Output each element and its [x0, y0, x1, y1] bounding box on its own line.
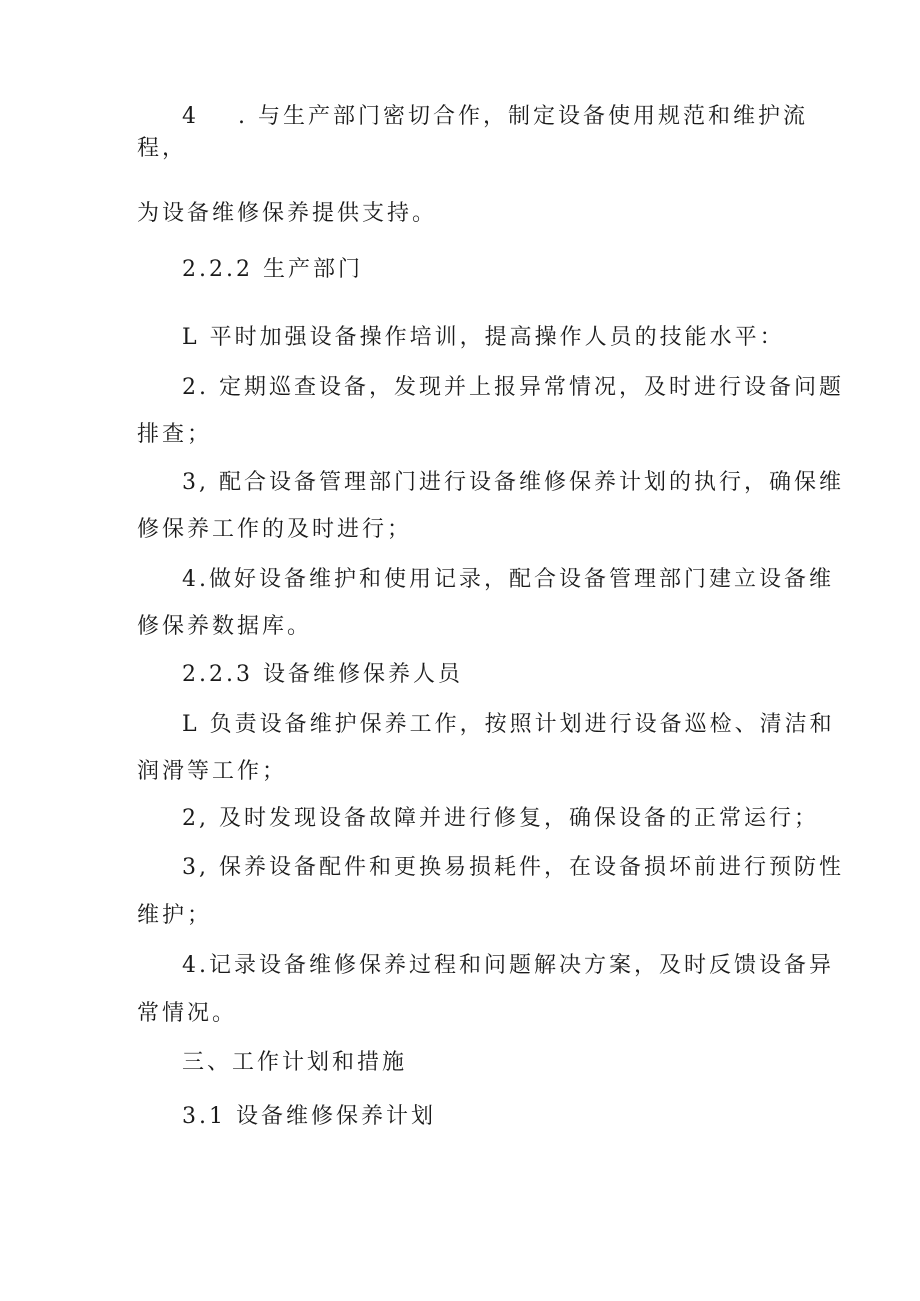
item-4-continuation: 程， — [137, 136, 188, 161]
list-item: 4.做好设备维护和使用记录，配合设备管理部门建立设备维 — [182, 567, 834, 592]
list-item: 3, 配合设备管理部门进行设备维修保养计划的执行，确保维 — [182, 470, 844, 495]
list-item-continuation: 润滑等工作； — [137, 759, 288, 784]
list-item: 2, 及时发现设备故障并进行修复，确保设备的正常运行； — [182, 806, 819, 831]
list-item: 2. 定期巡查设备，发现并上报异常情况，及时进行设备问题 — [182, 375, 844, 400]
list-item-continuation: 常情况。 — [137, 1001, 238, 1026]
list-item-continuation: 排查； — [137, 422, 213, 447]
item-4-number: 4 — [182, 104, 196, 129]
list-item: L 负责设备维护保养工作，按照计划进行设备巡检、清洁和 — [182, 712, 835, 737]
list-item: 4.记录设备维修保养过程和问题解决方案，及时反馈设备异 — [182, 953, 834, 978]
section-heading-3-1: 3.1 设备维修保养计划 — [182, 1104, 436, 1129]
list-item-continuation: 维护； — [137, 903, 213, 928]
section-heading-2-2-2: 2.2.2 生产部门 — [182, 257, 363, 282]
list-item-continuation: 修保养工作的及时进行； — [137, 517, 413, 542]
item-4-continuation-2: 为设备维修保养提供支持。 — [137, 201, 438, 226]
list-item: L 平时加强设备操作培训，提高操作人员的技能水平： — [182, 325, 785, 350]
list-item-continuation: 修保养数据库。 — [137, 614, 313, 639]
list-item: 3, 保养设备配件和更换易损耗件，在设备损坏前进行预防性 — [182, 855, 844, 880]
section-heading-3: 三、工作计划和措施 — [182, 1050, 408, 1075]
section-heading-2-2-3: 2.2.3 设备维修保养人员 — [182, 662, 463, 687]
item-4-text: . 与生产部门密切合作，制定设备使用规范和维护流 — [238, 104, 808, 129]
